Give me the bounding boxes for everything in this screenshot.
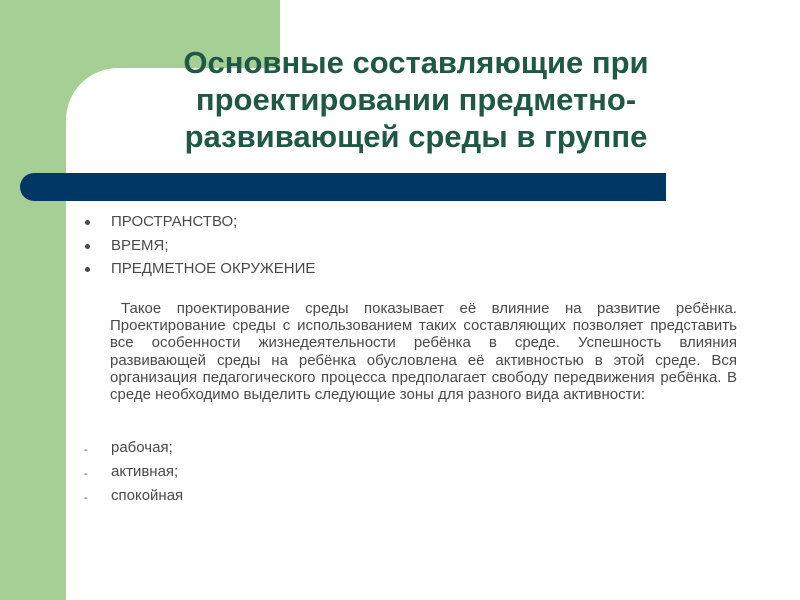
list-item-text: ВРЕМЯ;: [111, 236, 169, 254]
dash-marker-icon: -: [84, 468, 88, 480]
slide-title: Основные составляющие при проектировании предметно-развивающей среды в группе: [183, 45, 649, 154]
list-item: [84, 234, 315, 258]
list-item-text: ПРОСТРАНСТВО;: [111, 213, 238, 230]
description-paragraph: Такое проектирование среды показывает её влияние на развитие ребёнка. Проектирование среды с использованием таких составляющих позволяет представить все особенности жизнедеятельности ребёнка в среде. Успешность влияния развивающей среды на ребёнка обусловлена её активностью в этой среде. Вся организация педагогического процесса предполагает свободу передвижения ребёнка. В среде необходимо выделить следующие зоны для разного вида активности:: [110, 300, 737, 404]
list-item: [84, 460, 183, 484]
list-item: [84, 210, 315, 234]
list-item-text: ПРЕДМЕТНОЕ ОКРУЖЕНИЕ: [111, 260, 316, 277]
list-item: [84, 436, 183, 460]
dash-marker-icon: -: [84, 492, 88, 504]
list-item-text: спокойная: [111, 487, 184, 504]
list-item-text: рабочая;: [111, 439, 173, 456]
list-item-text: активная;: [111, 463, 179, 480]
bullet-icon: [85, 244, 90, 249]
components-list: [84, 210, 315, 281]
list-item: [84, 257, 315, 281]
bullet-icon: [85, 267, 90, 272]
zones-list: [84, 436, 183, 508]
bullet-icon: [85, 220, 90, 225]
title-underline-bar: [20, 173, 666, 201]
dash-marker-icon: -: [84, 444, 88, 456]
list-item: [84, 484, 183, 508]
